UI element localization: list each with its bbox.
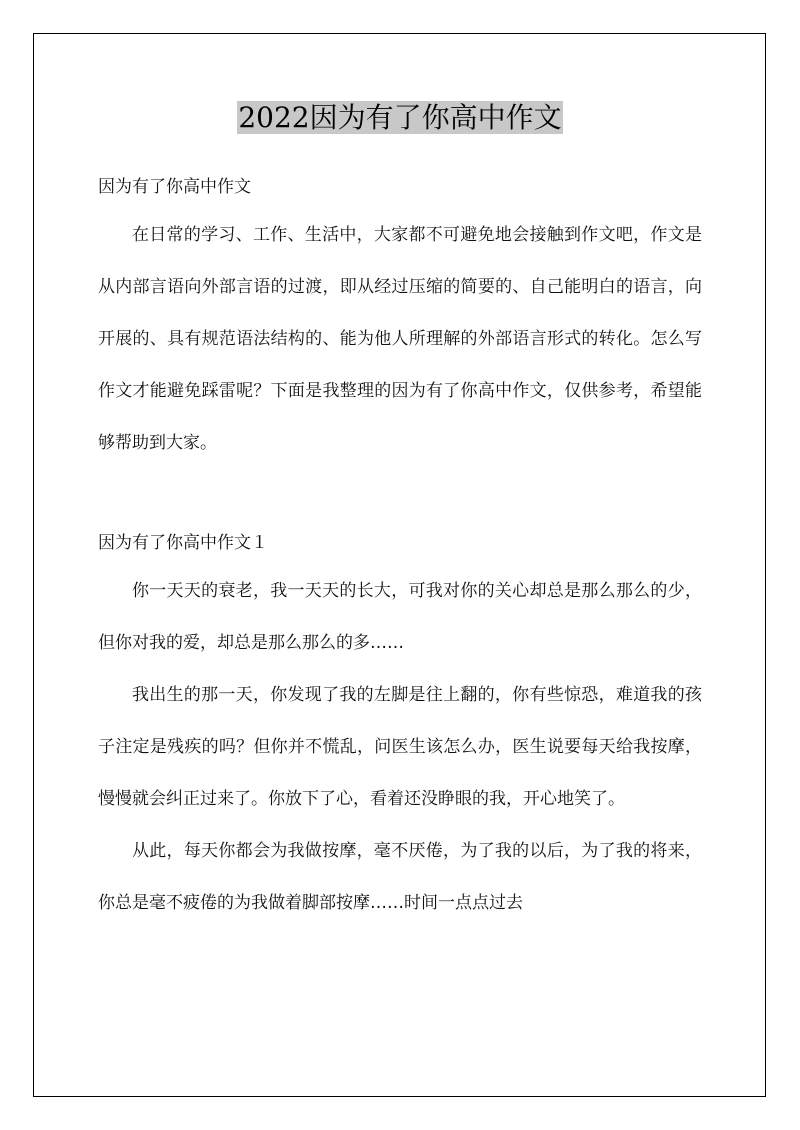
intro-paragraph: 在日常的学习、工作、生活中，大家都不可避免地会接触到作文吧，作文是从内部言语向外部言语的过渡，即从经过压缩的简要的、自己能明白的语言，向开展的、具有规范语法结构的、能为他人所理解的外部语言形式的转化。怎么写作文才能避免踩雷呢？下面是我整理的因为有了你高中作文，仅供参考，希望能够帮助到大家。 <box>98 225 702 453</box>
essay-paragraph: 我出生的那一天，你发现了我的左脚是往上翻的，你有些惊恐，难道我的孩子注定是残疾的吗？但你并不慌乱，问医生该怎么办，医生说要每天给我按摩，慢慢就会纠正过来了。你放下了心，看着还没睁眼的我，开心地笑了。 <box>98 685 702 809</box>
document-title: 2022因为有了你高中作文 <box>238 101 562 134</box>
essay-paragraph: 从此，每天你都会为我做按摩，毫不厌倦，为了我的以后，为了我的将来，你总是毫不疲倦的为我做着脚部按摩……时间一点点过去 <box>98 841 702 913</box>
intro-heading: 因为有了你高中作文 <box>98 177 251 197</box>
document-body <box>98 165 702 929</box>
section-spacer <box>98 469 702 521</box>
document-title-block <box>0 96 800 140</box>
essay-paragraph: 你一天天的衰老，我一天天的长大，可我对你的关心却总是那么那么的少，但你对我的爱，却总是那么那么的多…… <box>98 581 702 653</box>
essay-heading: 因为有了你高中作文１ <box>98 533 268 553</box>
